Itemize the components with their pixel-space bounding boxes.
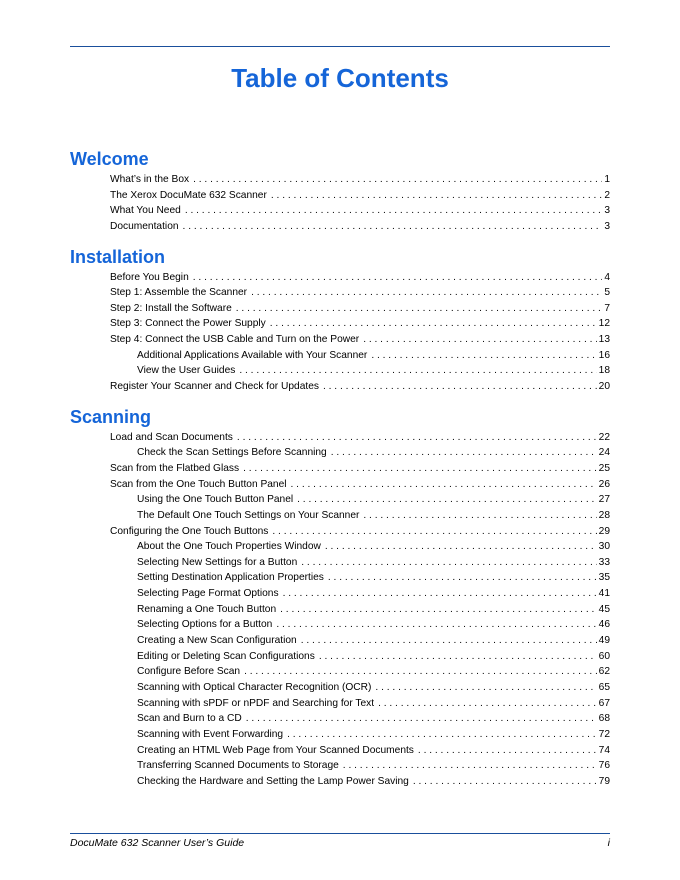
dot-leader — [239, 363, 596, 379]
toc-entry-page-number: 1 — [604, 174, 610, 185]
toc-entry-title: Documentation — [110, 220, 179, 232]
toc-entry[interactable] — [70, 696, 610, 712]
toc-entry-page-number: 41 — [598, 588, 610, 600]
toc-entry-page-number: 25 — [598, 462, 610, 474]
toc-entry-page-number: 4 — [604, 271, 610, 283]
dot-leader — [243, 461, 597, 477]
toc-entry[interactable] — [70, 524, 610, 540]
toc-entry-page-number: 60 — [598, 650, 610, 662]
toc-entry[interactable] — [70, 316, 610, 332]
dot-leader — [297, 492, 597, 508]
toc-entry[interactable] — [70, 711, 610, 727]
dot-leader — [183, 219, 603, 235]
dot-leader — [291, 477, 597, 493]
toc-entry-page-number: 46 — [598, 619, 610, 631]
toc-entry-title: Scan from the One Touch Button Panel — [110, 478, 287, 490]
dot-leader — [270, 316, 597, 332]
toc-entry-title: Scanning with Optical Character Recognition (OCR) — [137, 681, 372, 693]
toc-entry-page-number: 76 — [598, 760, 610, 772]
toc-entry[interactable] — [70, 219, 610, 235]
toc-entry[interactable] — [70, 203, 610, 219]
toc-entry[interactable] — [70, 461, 610, 477]
dot-leader — [185, 203, 603, 219]
toc-entry-page-number: 65 — [598, 681, 610, 693]
toc-entry-title: Renaming a One Touch Button — [137, 603, 277, 615]
toc-entry-title: View the User Guides — [137, 365, 236, 377]
dot-leader — [280, 602, 597, 618]
dot-leader — [375, 680, 596, 696]
toc-entry-title: Setting Destination Application Properties — [137, 572, 324, 584]
toc-entry-page-number: 26 — [598, 478, 610, 490]
toc-entry[interactable] — [70, 430, 610, 446]
toc-entry-title: Step 4: Connect the USB Cable and Turn on the Power — [110, 334, 360, 346]
toc-entry-title: Creating a New Scan Configuration — [137, 635, 297, 647]
section-heading[interactable]: Scanning — [70, 406, 152, 427]
dot-leader — [272, 524, 596, 540]
toc-entry-page-number: 12 — [598, 318, 610, 330]
toc-entry-page-number: 3 — [604, 205, 610, 217]
toc-entry[interactable] — [70, 477, 610, 493]
toc-entry-page-number: 16 — [598, 349, 610, 361]
dot-leader — [371, 348, 596, 364]
header-rule — [70, 46, 610, 47]
toc-entry-title: Using the One Touch Button Panel — [137, 494, 294, 506]
toc-entry[interactable] — [70, 617, 610, 633]
dot-leader — [301, 633, 597, 649]
toc-entry[interactable] — [70, 188, 610, 204]
toc-entry[interactable] — [70, 348, 610, 364]
toc-entry[interactable] — [70, 555, 610, 571]
toc-entry-title: Scan from the Flatbed Glass — [110, 462, 240, 474]
dot-leader — [236, 301, 603, 317]
toc-entry[interactable] — [70, 539, 610, 555]
dot-leader — [331, 445, 597, 461]
toc-entry[interactable] — [70, 363, 610, 379]
dot-leader — [244, 664, 597, 680]
toc-entry-title: About the One Touch Properties Window — [137, 541, 321, 553]
toc-entry-page-number: 13 — [598, 334, 610, 346]
dot-leader — [193, 172, 602, 188]
toc-entry-page-number: 20 — [598, 381, 610, 393]
dot-leader — [378, 696, 597, 712]
dot-leader — [246, 711, 597, 727]
table-of-contents — [70, 146, 610, 798]
toc-entry-page-number: 5 — [604, 287, 610, 299]
toc-entry-page-number: 29 — [598, 525, 610, 537]
toc-entry-page-number: 35 — [598, 572, 610, 584]
toc-entry[interactable] — [70, 270, 610, 286]
toc-entry-title: Configuring the One Touch Buttons — [110, 525, 269, 537]
toc-entry-page-number: 62 — [598, 666, 610, 678]
toc-entry-title: Checking the Hardware and Setting the Lamp Power Saving — [137, 775, 409, 787]
toc-section-installation — [70, 244, 610, 395]
dot-leader — [237, 430, 597, 446]
toc-entry-title: Selecting Page Format Options — [137, 588, 279, 600]
toc-entry-title: Check the Scan Settings Before Scanning — [137, 447, 327, 459]
toc-entry[interactable] — [70, 649, 610, 665]
dot-leader — [363, 508, 596, 524]
dot-leader — [276, 617, 596, 633]
toc-entry-page-number: 49 — [598, 635, 610, 647]
dot-leader — [418, 743, 597, 759]
toc-entry-page-number: 3 — [604, 220, 610, 232]
toc-entry[interactable] — [70, 332, 610, 348]
dot-leader — [343, 758, 597, 774]
toc-entry[interactable] — [70, 586, 610, 602]
dot-leader — [271, 188, 602, 204]
toc-entry-title: Before You Begin — [110, 271, 189, 283]
page-title: Table of Contents — [231, 63, 449, 93]
toc-entry-page-number: 45 — [598, 603, 610, 615]
toc-entry[interactable] — [70, 379, 610, 395]
footer-document-title: DocuMate 632 Scanner User’s Guide — [70, 837, 245, 849]
toc-entry-page-number: 22 — [598, 431, 610, 443]
toc-entry-title: Creating an HTML Web Page from Your Scanned Documents — [137, 744, 414, 756]
dot-leader — [328, 570, 597, 586]
dot-leader — [363, 332, 596, 348]
dot-leader — [319, 649, 597, 665]
dot-leader — [283, 586, 597, 602]
toc-entry-title: Scanning with sPDF or nPDF and Searching for Text — [137, 697, 375, 709]
footer-page-number: i — [607, 837, 610, 849]
toc-entry-page-number: 28 — [598, 509, 610, 521]
toc-entry[interactable] — [70, 680, 610, 696]
toc-entry[interactable] — [70, 743, 610, 759]
toc-entry-title: The Default One Touch Settings on Your Scanner — [137, 509, 360, 521]
toc-entry-page-number: 30 — [598, 541, 610, 553]
section-heading[interactable]: Welcome — [70, 149, 149, 169]
toc-entry-title: Step 1: Assemble the Scanner — [110, 287, 248, 299]
toc-entry-page-number: 2 — [604, 189, 610, 201]
toc-entry-page-number: 72 — [598, 728, 610, 740]
toc-entry-title: Additional Applications Available with Your Scanner — [137, 349, 368, 361]
toc-section-welcome — [70, 146, 610, 235]
toc-entry[interactable] — [70, 602, 610, 618]
toc-entry-page-number: 18 — [598, 365, 610, 377]
dot-leader — [251, 285, 602, 301]
dot-leader — [287, 727, 597, 743]
toc-entry[interactable] — [70, 285, 610, 301]
toc-entry-page-number: 67 — [598, 697, 610, 709]
toc-entry-page-number: 7 — [604, 302, 610, 314]
toc-entry[interactable] — [70, 664, 610, 680]
dot-leader — [413, 774, 597, 790]
dot-leader — [301, 555, 596, 571]
toc-entry-page-number: 68 — [598, 713, 610, 725]
toc-entry[interactable] — [70, 774, 610, 790]
toc-entry-page-number: 33 — [598, 556, 610, 568]
toc-entry[interactable] — [70, 508, 610, 524]
toc-entry-title: What’s in the Box — [110, 174, 190, 185]
toc-entry-title: The Xerox DocuMate 632 Scanner — [110, 189, 267, 201]
toc-entry-title: Scanning with Event Forwarding — [137, 728, 284, 740]
footer-rule — [70, 833, 610, 834]
section-heading[interactable]: Installation — [70, 246, 166, 267]
toc-entry[interactable] — [70, 172, 610, 188]
toc-entry-page-number: 74 — [598, 744, 610, 756]
toc-section-scanning — [70, 404, 610, 790]
toc-entry-title: Selecting Options for a Button — [137, 619, 273, 631]
toc-entry[interactable] — [70, 633, 610, 649]
toc-entry-title: What You Need — [110, 205, 181, 217]
toc-entry-page-number: 79 — [598, 775, 610, 787]
toc-entry-title: Step 3: Connect the Power Supply — [110, 318, 266, 330]
toc-entry-title: Register Your Scanner and Check for Updates — [110, 381, 319, 393]
dot-leader — [193, 270, 603, 286]
toc-entry[interactable] — [70, 301, 610, 317]
toc-entry-page-number: 27 — [598, 494, 610, 506]
dot-leader — [323, 379, 597, 395]
dot-leader — [325, 539, 597, 555]
toc-entry-title: Load and Scan Documents — [110, 431, 233, 443]
toc-entry-title: Selecting New Settings for a Button — [137, 556, 298, 568]
toc-entry-title: Step 2: Install the Software — [110, 302, 232, 314]
toc-entry-page-number: 24 — [598, 447, 610, 459]
toc-entry-title: Transferring Scanned Documents to Storage — [137, 760, 339, 772]
toc-entry[interactable] — [70, 727, 610, 743]
toc-entry[interactable] — [70, 570, 610, 586]
toc-entry-title: Scan and Burn to a CD — [137, 713, 242, 725]
toc-entry-title: Configure Before Scan — [137, 666, 241, 678]
toc-entry[interactable] — [70, 492, 610, 508]
toc-entry-title: Editing or Deleting Scan Configurations — [137, 650, 315, 662]
toc-entry[interactable] — [70, 758, 610, 774]
toc-entry[interactable] — [70, 445, 610, 461]
